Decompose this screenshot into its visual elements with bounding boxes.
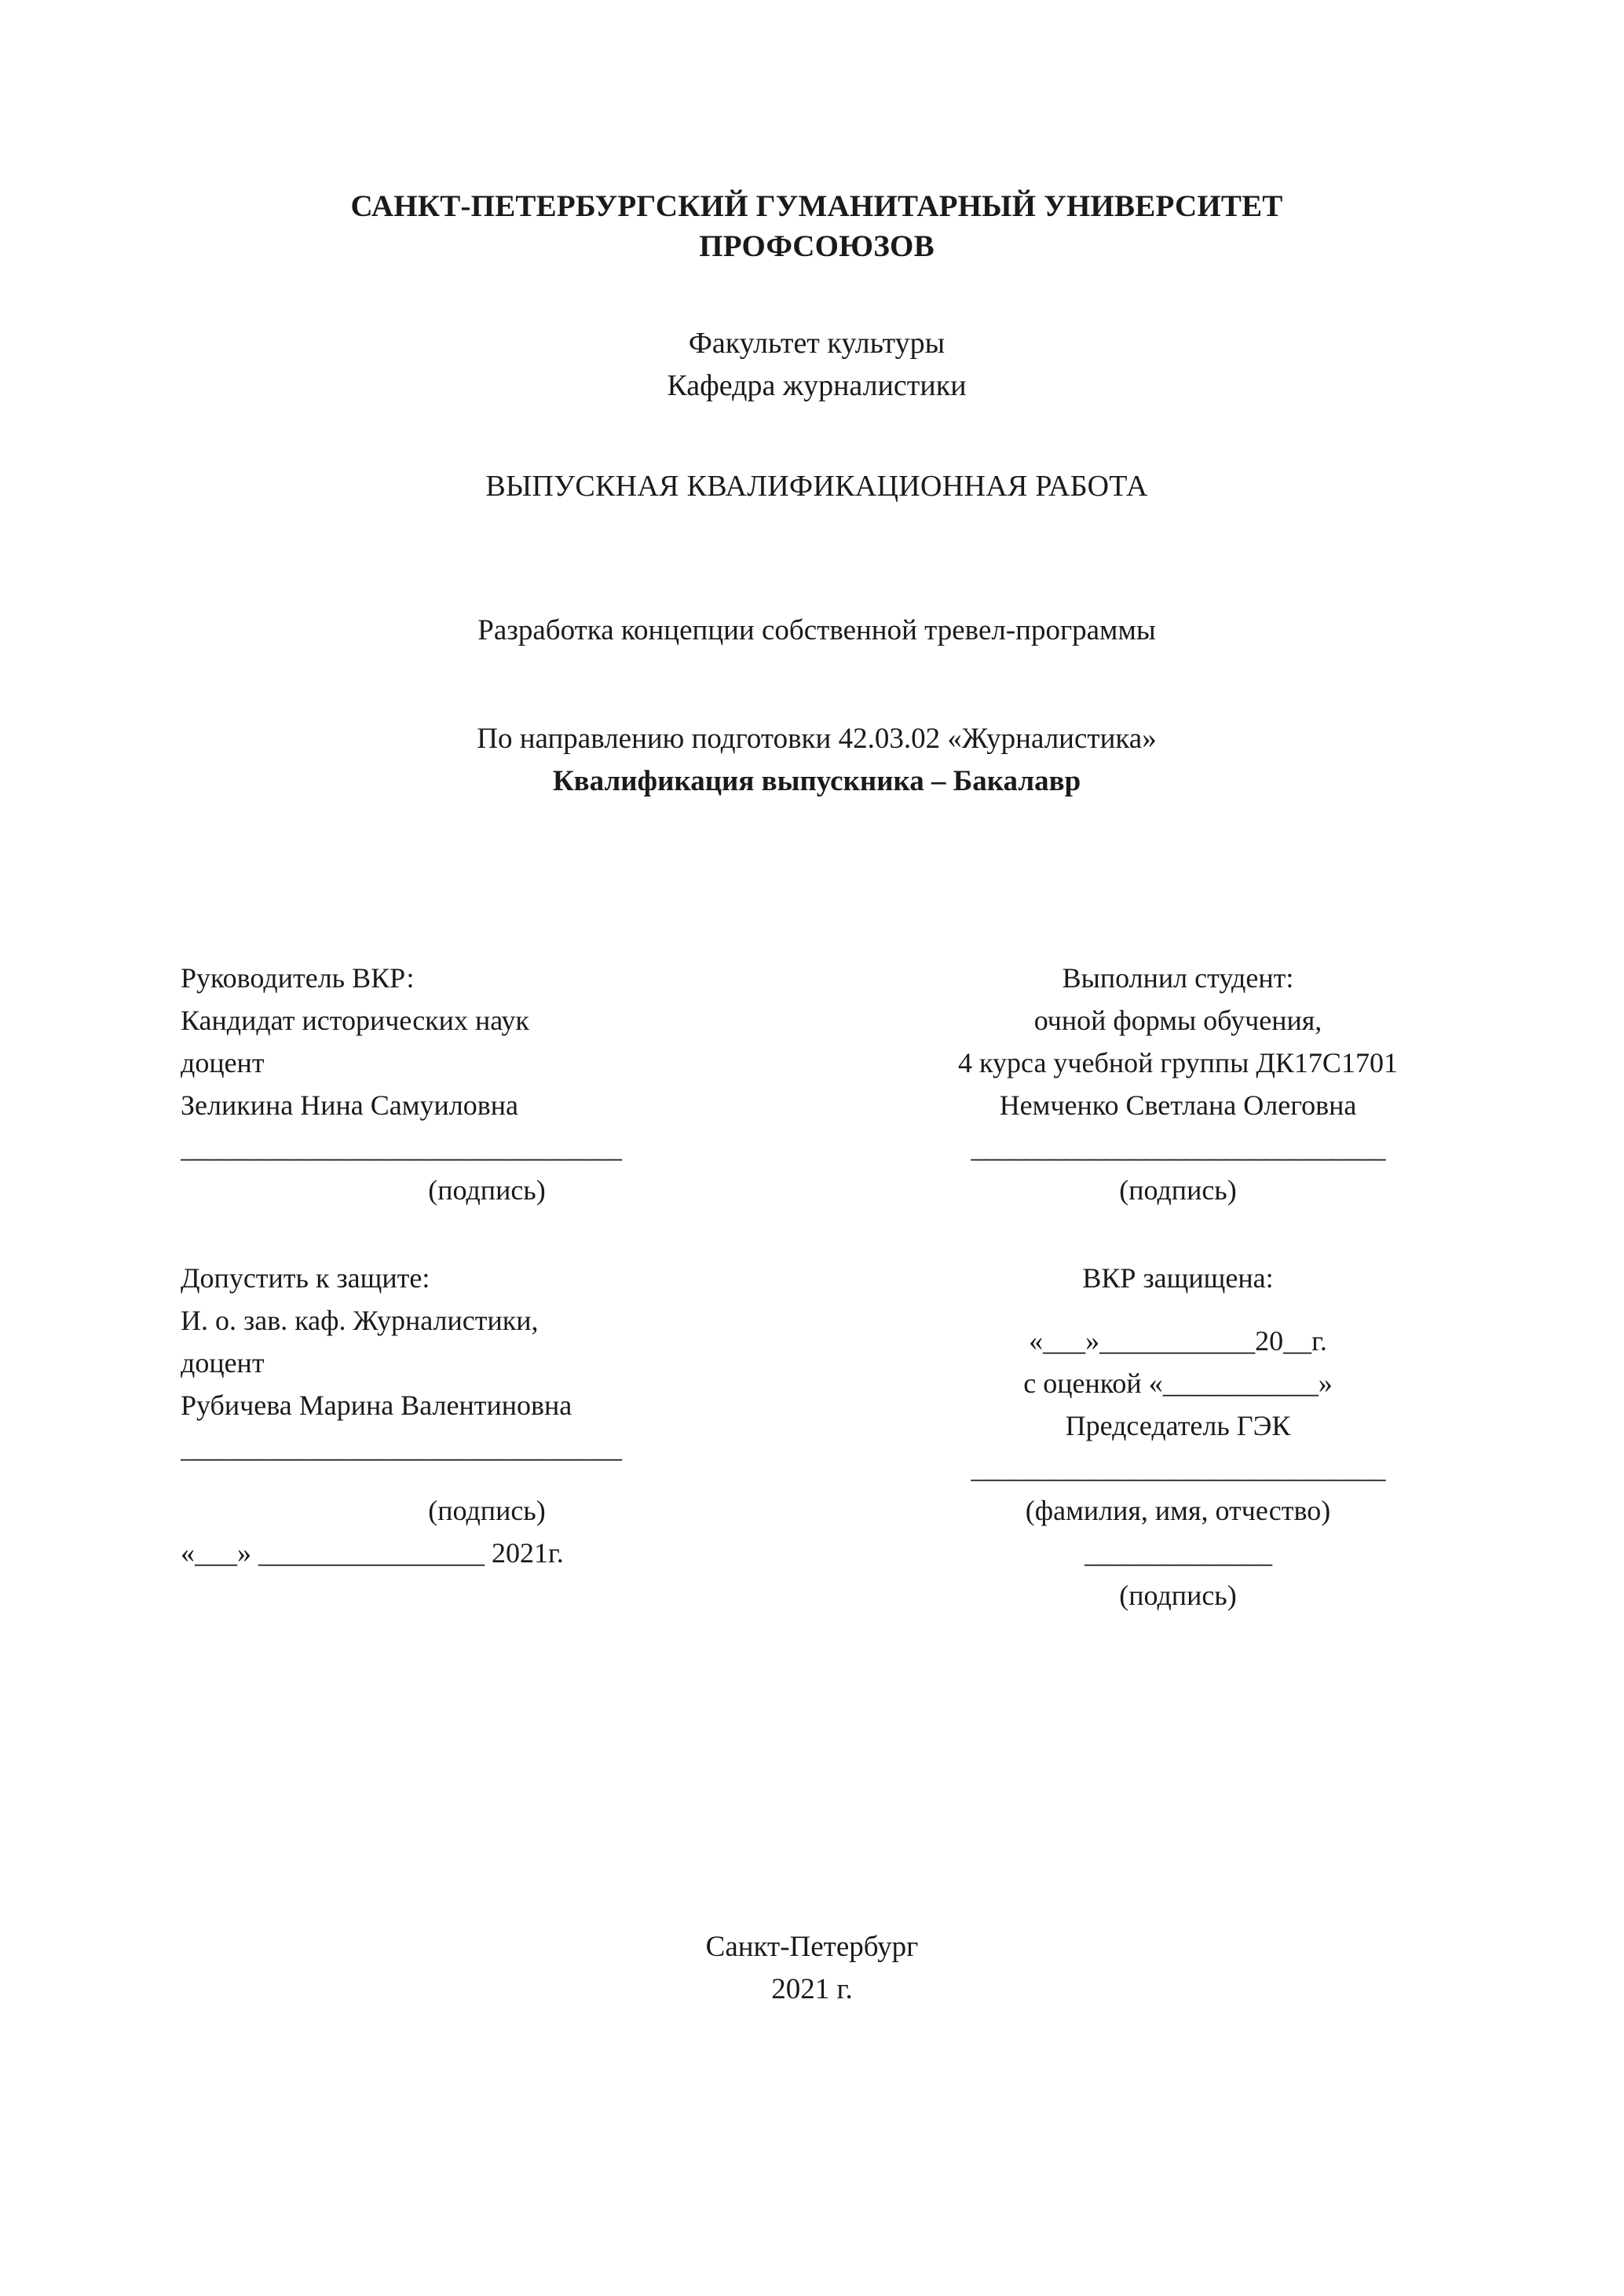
supervisor-degree: Кандидат исторических наук <box>181 1004 529 1036</box>
qualification: Квалификация выпускника – Бакалавр <box>552 764 1081 797</box>
student-form: очной формы обучения, <box>1033 1004 1322 1036</box>
thesis-topic: Разработка концепции собственной тревел-программы <box>477 614 1156 647</box>
defense-signature-caption: (подпись) <box>1119 1579 1237 1611</box>
footer-city: Санкт-Петербург <box>705 1931 919 1963</box>
faculty-name: Факультет культуры <box>688 327 946 361</box>
document-footer <box>0 1926 1624 2010</box>
university-title <box>181 187 1453 266</box>
student-signature-caption: (подпись) <box>1119 1174 1237 1206</box>
defense-date-line: «___»___________20__г. <box>1029 1324 1327 1357</box>
department-name: Кафедра журналистики <box>667 369 967 403</box>
defense-chair-rule: _______________________________ <box>971 1452 1385 1484</box>
work-type: ВЫПУСКНАЯ КВАЛИФИКАЦИОННАЯ РАБОТА <box>485 470 1148 504</box>
student-name: Немченко Светлана Олеговна <box>999 1089 1357 1121</box>
defense-chair-label: Председатель ГЭК <box>1065 1409 1291 1441</box>
admission-position-line2: доцент <box>181 1346 265 1379</box>
supervisor-signature-rule: _________________________________ <box>181 1131 621 1163</box>
supervisor-role-label: Руководитель ВКР: <box>181 961 415 994</box>
student-group: 4 курса учебной группы ДК17С1701 <box>958 1046 1398 1078</box>
document-content <box>181 0 1453 1617</box>
admission-signature-caption: (подпись) <box>428 1494 546 1526</box>
spacer <box>903 1299 1453 1320</box>
supervisor-name: Зеликина Нина Самуиловна <box>181 1089 518 1121</box>
defense-fio-caption: (фамилия, имя, отчество) <box>1025 1494 1331 1526</box>
signature-columns <box>181 957 1453 1617</box>
admission-name: Рубичева Марина Валентиновна <box>181 1389 572 1421</box>
spacer <box>181 1469 746 1489</box>
supervisor-signature-caption: (подпись) <box>428 1174 546 1206</box>
defense-signature-rule: ______________ <box>1084 1536 1271 1569</box>
spacer <box>903 1211 1453 1257</box>
admission-position-line1: И. о. зав. каф. Журналистики, <box>181 1304 539 1336</box>
university-title-line1: САНКТ-ПЕТЕРБУРГСКИЙ ГУМАНИТАРНЫЙ УНИВЕРСИТЕТ <box>350 189 1283 223</box>
spacer <box>181 1211 746 1257</box>
admission-date-line: «___» ________________ 2021г. <box>181 1536 564 1569</box>
footer-year: 2021 г. <box>771 1972 853 2005</box>
supervisor-column <box>181 957 746 1574</box>
study-direction: По направлению подготовки 42.03.02 «Журналистика» <box>477 723 1157 756</box>
student-role-label: Выполнил студент: <box>1062 961 1294 994</box>
student-column <box>903 957 1453 1617</box>
defense-grade-line: с оценкой «___________» <box>1023 1367 1333 1399</box>
faculty-block <box>181 323 1453 408</box>
admission-label: Допустить к защите: <box>181 1262 430 1294</box>
defense-label: ВКР защищена: <box>1082 1262 1274 1294</box>
admission-signature-rule: _________________________________ <box>181 1431 621 1463</box>
supervisor-position: доцент <box>181 1046 265 1078</box>
university-title-line2: ПРОФСОЮЗОВ <box>699 229 935 263</box>
student-signature-rule: _______________________________ <box>971 1131 1385 1163</box>
